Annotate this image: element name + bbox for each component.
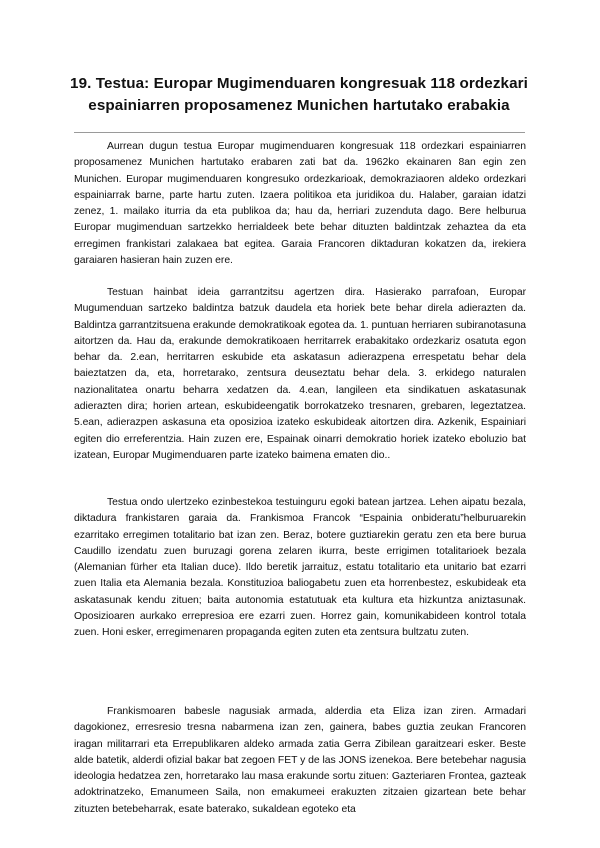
page-title: 19. Testua: Europar Mugimenduaren kongresuak 118 ordezkari espainiarren proposamenez Munichen hartutako erabakia — [70, 75, 528, 114]
paragraph-3: Testua ondo ulertzeko ezinbestekoa testuinguru egoki batean jartzea. Lehen aipatu bezala, diktadura frankistaren garaia da. Frankismoa Francok “Espainia onbideratu”helburuarekin ezarritako erregimen totalitario bat izan zen. Beraz, botere guztiarekin geratu zen eta bere burua Caudillo izendatu zuen buruzagi gorena zelaren ikurra, beste errigimen totalitarioek bezala (Alemanian fürher eta Italian duce). Ildo beretik jarraituz, estatu totalitario eta unitario bat ezarri zuen Italia eta Alemania bezala. Konstituzioa baliogabetu zuen eta horrenbestez, eskubideak eta askatasunak kendu zituen; baita autonomia estatutuak eta kultura eta hizkuntza aniztasunak. Oposizioaren aurkako errepresioa ere ezarri zuen. Horrez gain, komunikabideen kontrol totala zuen. Honi esker, erregimenaren propaganda egiten zuten eta zentsura bultzatu zuten. — [74, 497, 526, 639]
paragraph-1: Aurrean dugun testua Europar mugimenduaren kongresuak 118 ordezkari espainiarren proposamenez Munichen hartutako erabaren zati bat da. 1962ko ekainaren 8an egin zen Munichen. Europar mugimenduaren kongresuko ordezkarioak, demokraziaoren aldeko ordezkari espainiarrak barne, parte hartu zuten. Izaera politikoa eta juridikoa du. Halaber, garaian idatzi zenez, 1. mailako iturria da eta publikoa da; hau da, herriari zuzenduta dago. Bere helburua Europar mugimenduan sartzekko herrialdeek bete behar dituzten baldintzak zehaztea da eta erregimen frankistari zalakaea bat egitea. Garaia Francoren diktaduran kokatzen da, irekiera garaiaren hasieran hain zuzen ere. — [74, 141, 526, 267]
paragraph-2: Testuan hainbat ideia garrantzitsu agertzen dira. Hasierako parrafoan, Europar Mugumenduan sartzeko baldintza batzuk daudela eta horiek bete behar direla adierazten da. Baldintza garrantzitsuena erakunde demokratikoak egotea da. 1. puntuan herriaren subiranotasuna aitortzen da. Hau da, erakunde demokratikoaen herritarrek erabakitako ordezkariz osatuta egon behar da. 2.ean, herritarren eskubide eta askatasun adierazpena errespetatu behar dela baieztatzen da, eta, horretarako, zentsura deuseztatu behar dela. 3. erkidego naturalen nazionalitatea onartu beharra xedatzen da. 4.ean, langileen eta sindikatuen askatasunak adierazten dira; horien artean, eskubideengatik borrokatzeko tresnaren, grebaren, legeztatzea. 5.ean, adierazpen askasuna eta oposizioa izateko eskubideak aitortzen dira. Azkenik, Espainiari egiten dio erreferentzia. Hain zuzen ere, Espainak oinarri demokratio horiek izateko eboluzio bat izatean, Europar Mugimenduaren parte izateko baimena ematen dio.. — [74, 287, 526, 461]
title-divider — [74, 132, 525, 133]
paragraph-4: Frankismoaren babesle nagusiak armada, alderdia eta Eliza izan ziren. Armadari dagokionez, erresresio tresna nabarmena izan zen, gainera, babes guztia zeukan Francoren iragan militarrari eta Errepublikaren aldeko armada zatia Gerra Zibilean garaitzeari esker. Beste alde batetik, alderdi ofizial bakar bat zegoen FET y de las JONS izenekoa. Bere betebehar nagusia ideologia hedatzea zen, horretarako lau masa erakunde sortu zituen: Gazteriaren Frontea, gazteak adoktrinatzeko, Emanumeen Saila, non emakumeei erakuzten zitzaien gizartean bete behar zituzten betebeharrak, esate baterako, sukaldean egoteko eta — [74, 706, 526, 815]
